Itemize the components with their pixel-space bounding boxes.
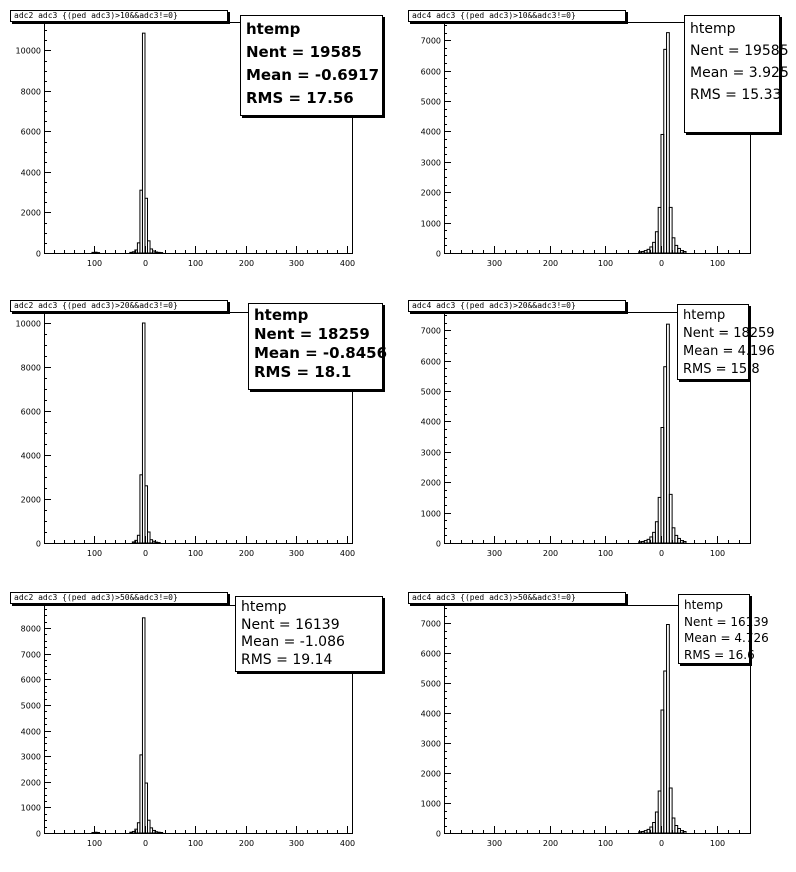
pad-adc2-cut20 bbox=[0, 290, 398, 580]
x-tick-label: 300 bbox=[288, 549, 305, 558]
x-tick-label: 0 bbox=[142, 259, 149, 268]
y-tick-label: 1000 bbox=[420, 799, 441, 809]
y-tick-label: 0 bbox=[35, 249, 41, 259]
x-tick-label: 100 bbox=[709, 259, 726, 268]
stats-name: htemp bbox=[684, 598, 723, 612]
y-tick-label: 1000 bbox=[420, 219, 441, 229]
stats-name: htemp bbox=[254, 306, 309, 324]
x-tick-label: 300 bbox=[486, 259, 503, 268]
histogram-bin bbox=[683, 251, 686, 253]
stats-box[interactable] bbox=[235, 596, 383, 672]
x-tick-label: 200 bbox=[542, 259, 559, 268]
stats-entries: Nent = 18259 bbox=[683, 326, 775, 341]
x-tick-label: 100 bbox=[86, 839, 103, 848]
stats-entries: Nent = 16139 bbox=[684, 614, 769, 629]
y-tick-label: 3000 bbox=[420, 158, 441, 168]
x-tick-label: 100 bbox=[597, 549, 614, 558]
histogram-bin bbox=[97, 832, 100, 833]
stats-rms: RMS = 15.8 bbox=[683, 362, 760, 377]
stats-mean: Mean = 4.196 bbox=[683, 344, 775, 359]
plot-title: adc4 adc3 {(ped adc3)>50&&adc3!=0} bbox=[408, 592, 626, 604]
stats-mean: Mean = 3.925 bbox=[690, 65, 789, 81]
y-tick-label: 4000 bbox=[20, 727, 41, 737]
x-tick-label: 0 bbox=[142, 549, 149, 558]
plot-title: adc4 adc3 {(ped adc3)>20&&adc3!=0} bbox=[408, 300, 626, 312]
x-tick-label: 300 bbox=[288, 259, 305, 268]
stats-entries: Nent = 18259 bbox=[254, 325, 370, 343]
y-tick-label: 7000 bbox=[20, 650, 41, 660]
y-tick-label: 0 bbox=[35, 829, 41, 839]
pad-adc4-cut50 bbox=[398, 580, 796, 872]
y-tick-label: 3000 bbox=[20, 752, 41, 762]
y-tick-label: 5000 bbox=[420, 387, 441, 397]
x-tick-label: 200 bbox=[238, 549, 255, 558]
x-tick-label: 100 bbox=[709, 839, 726, 848]
plot-title: adc4 adc3 {(ped adc3)>10&&adc3!=0} bbox=[408, 10, 626, 22]
y-tick-label: 2000 bbox=[20, 495, 41, 505]
x-tick-label: 100 bbox=[86, 259, 103, 268]
y-tick-label: 4000 bbox=[20, 168, 41, 178]
y-tick-label: 4000 bbox=[20, 451, 41, 461]
pad-adc4-cut10 bbox=[398, 0, 796, 290]
histogram-bin bbox=[683, 541, 686, 543]
stats-box[interactable] bbox=[240, 15, 383, 116]
y-tick-label: 6000 bbox=[420, 67, 441, 77]
x-tick-label: 0 bbox=[142, 839, 149, 848]
y-tick-label: 7000 bbox=[420, 619, 441, 629]
stats-box[interactable] bbox=[678, 594, 769, 664]
stats-entries: Nent = 19585 bbox=[690, 43, 789, 59]
x-tick-label: 100 bbox=[187, 259, 204, 268]
y-tick-label: 8000 bbox=[20, 363, 41, 373]
stats-rms: RMS = 17.56 bbox=[246, 89, 354, 107]
x-tick-label: 300 bbox=[288, 839, 305, 848]
y-tick-label: 6000 bbox=[20, 127, 41, 137]
stats-rms: RMS = 16.6 bbox=[684, 647, 755, 662]
x-tick-label: 0 bbox=[658, 549, 665, 558]
pad-adc4-cut20 bbox=[398, 290, 796, 580]
stats-name: htemp bbox=[683, 308, 726, 323]
y-tick-label: 6000 bbox=[20, 407, 41, 417]
plot-title: adc2 adc3 {(ped adc3)>10&&adc3!=0} bbox=[10, 10, 228, 22]
y-tick-label: 0 bbox=[435, 829, 441, 839]
y-tick-label: 2000 bbox=[420, 769, 441, 779]
x-tick-label: 400 bbox=[339, 839, 356, 848]
x-tick-label: 100 bbox=[597, 839, 614, 848]
stats-box[interactable] bbox=[248, 303, 388, 390]
y-tick-label: 6000 bbox=[20, 675, 41, 685]
y-tick-label: 0 bbox=[35, 539, 41, 549]
x-tick-label: 0 bbox=[658, 259, 665, 268]
pad-adc2-cut50 bbox=[0, 580, 398, 872]
y-tick-label: 5000 bbox=[420, 97, 441, 107]
x-tick-label: 0 bbox=[658, 839, 665, 848]
y-tick-label: 3000 bbox=[420, 739, 441, 749]
x-tick-label: 200 bbox=[238, 839, 255, 848]
stats-box[interactable] bbox=[684, 15, 789, 133]
y-tick-label: 2000 bbox=[420, 478, 441, 488]
y-tick-label: 3000 bbox=[420, 448, 441, 458]
histogram-bin bbox=[683, 832, 686, 834]
pad-adc2-cut10 bbox=[0, 0, 398, 290]
y-tick-label: 0 bbox=[435, 539, 441, 549]
plot-title: adc2 adc3 {(ped adc3)>20&&adc3!=0} bbox=[10, 300, 228, 312]
y-tick-label: 10000 bbox=[15, 46, 41, 56]
y-tick-label: 2000 bbox=[20, 778, 41, 788]
x-tick-label: 100 bbox=[187, 549, 204, 558]
stats-name: htemp bbox=[690, 21, 736, 37]
stats-rms: RMS = 18.1 bbox=[254, 363, 352, 381]
x-tick-label: 100 bbox=[86, 549, 103, 558]
y-tick-label: 8000 bbox=[20, 624, 41, 634]
x-tick-label: 300 bbox=[486, 549, 503, 558]
x-tick-label: 400 bbox=[339, 549, 356, 558]
stats-name: htemp bbox=[241, 599, 287, 615]
stats-mean: Mean = 4.726 bbox=[684, 631, 769, 645]
y-tick-label: 2000 bbox=[420, 188, 441, 198]
stats-mean: Mean = -1.086 bbox=[241, 634, 345, 650]
y-tick-label: 1000 bbox=[420, 509, 441, 519]
y-tick-label: 5000 bbox=[420, 679, 441, 689]
stats-mean: Mean = -0.8456 bbox=[254, 344, 388, 362]
y-tick-label: 4000 bbox=[420, 709, 441, 719]
x-tick-label: 200 bbox=[542, 549, 559, 558]
y-tick-label: 5000 bbox=[20, 701, 41, 711]
y-tick-label: 8000 bbox=[20, 87, 41, 97]
y-tick-label: 7000 bbox=[420, 36, 441, 46]
x-tick-label: 200 bbox=[238, 259, 255, 268]
y-tick-label: 4000 bbox=[420, 127, 441, 137]
stats-entries: Nent = 19585 bbox=[246, 43, 362, 61]
stats-rms: RMS = 15.33 bbox=[690, 87, 782, 103]
stats-entries: Nent = 16139 bbox=[241, 616, 340, 633]
x-tick-label: 400 bbox=[339, 259, 356, 268]
stats-rms: RMS = 19.14 bbox=[241, 651, 333, 668]
y-tick-label: 10000 bbox=[15, 319, 41, 329]
y-tick-label: 1000 bbox=[20, 803, 41, 813]
x-tick-label: 100 bbox=[709, 549, 726, 558]
y-tick-label: 0 bbox=[435, 249, 441, 259]
histogram-bin bbox=[160, 832, 163, 833]
x-tick-label: 100 bbox=[187, 839, 204, 848]
stats-box[interactable] bbox=[677, 304, 775, 380]
x-tick-label: 200 bbox=[542, 839, 559, 848]
plot-title: adc2 adc3 {(ped adc3)>50&&adc3!=0} bbox=[10, 592, 228, 604]
y-tick-label: 6000 bbox=[420, 649, 441, 659]
x-tick-label: 100 bbox=[597, 259, 614, 268]
x-tick-label: 300 bbox=[486, 839, 503, 848]
y-tick-label: 2000 bbox=[20, 208, 41, 218]
stats-mean: Mean = -0.6917 bbox=[246, 66, 380, 84]
y-tick-label: 7000 bbox=[420, 326, 441, 336]
y-tick-label: 6000 bbox=[420, 357, 441, 367]
y-tick-label: 4000 bbox=[420, 417, 441, 427]
stats-name: htemp bbox=[246, 20, 301, 38]
